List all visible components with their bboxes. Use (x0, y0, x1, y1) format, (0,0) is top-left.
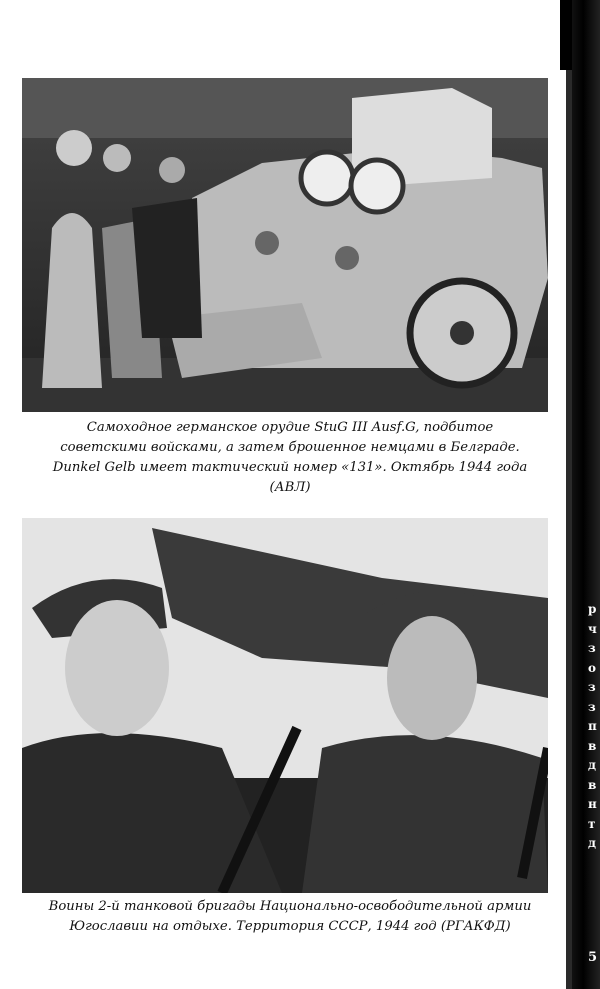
text-fragment: д (588, 758, 596, 772)
text-fragment: в (588, 738, 597, 753)
photo-yugoslav-soldiers (22, 518, 548, 893)
text-fragment: д (588, 836, 596, 850)
caption-line: Югославии на отдыхе. Территория СССР, 1944 год (РГАКФД) (69, 919, 511, 934)
photo-stug-belgrade (22, 78, 548, 412)
photo-caption (20, 897, 560, 937)
text-fragment: з (588, 699, 596, 714)
text-fragment: о (588, 660, 597, 675)
text-fragment: р (588, 602, 597, 616)
caption-line: советскими войсками, а затем брошенное немцами в Белграде. (60, 440, 520, 455)
caption-line: Самоходное германское орудие StuG III Ausf.G, подбитое (86, 420, 494, 435)
caption-line: Воины 2-й танковой бригады Национально-освободительной армии (48, 899, 532, 914)
facing-page-number: 5 (588, 950, 598, 965)
photo-caption (20, 418, 560, 498)
caption-line: Dunkel Gelb имеет тактический номер «131». Октябрь 1944 года (52, 460, 528, 475)
text-fragment: т (588, 816, 596, 831)
caption-line: (АВЛ) (269, 480, 311, 495)
text-fragment: з (588, 641, 596, 655)
text-fragment: ч (588, 621, 597, 636)
text-fragment: з (588, 680, 596, 694)
text-fragment: н (588, 797, 597, 811)
text-fragment: в (588, 777, 597, 792)
facing-page-text-fragments (588, 600, 600, 854)
text-fragment: п (588, 719, 597, 733)
